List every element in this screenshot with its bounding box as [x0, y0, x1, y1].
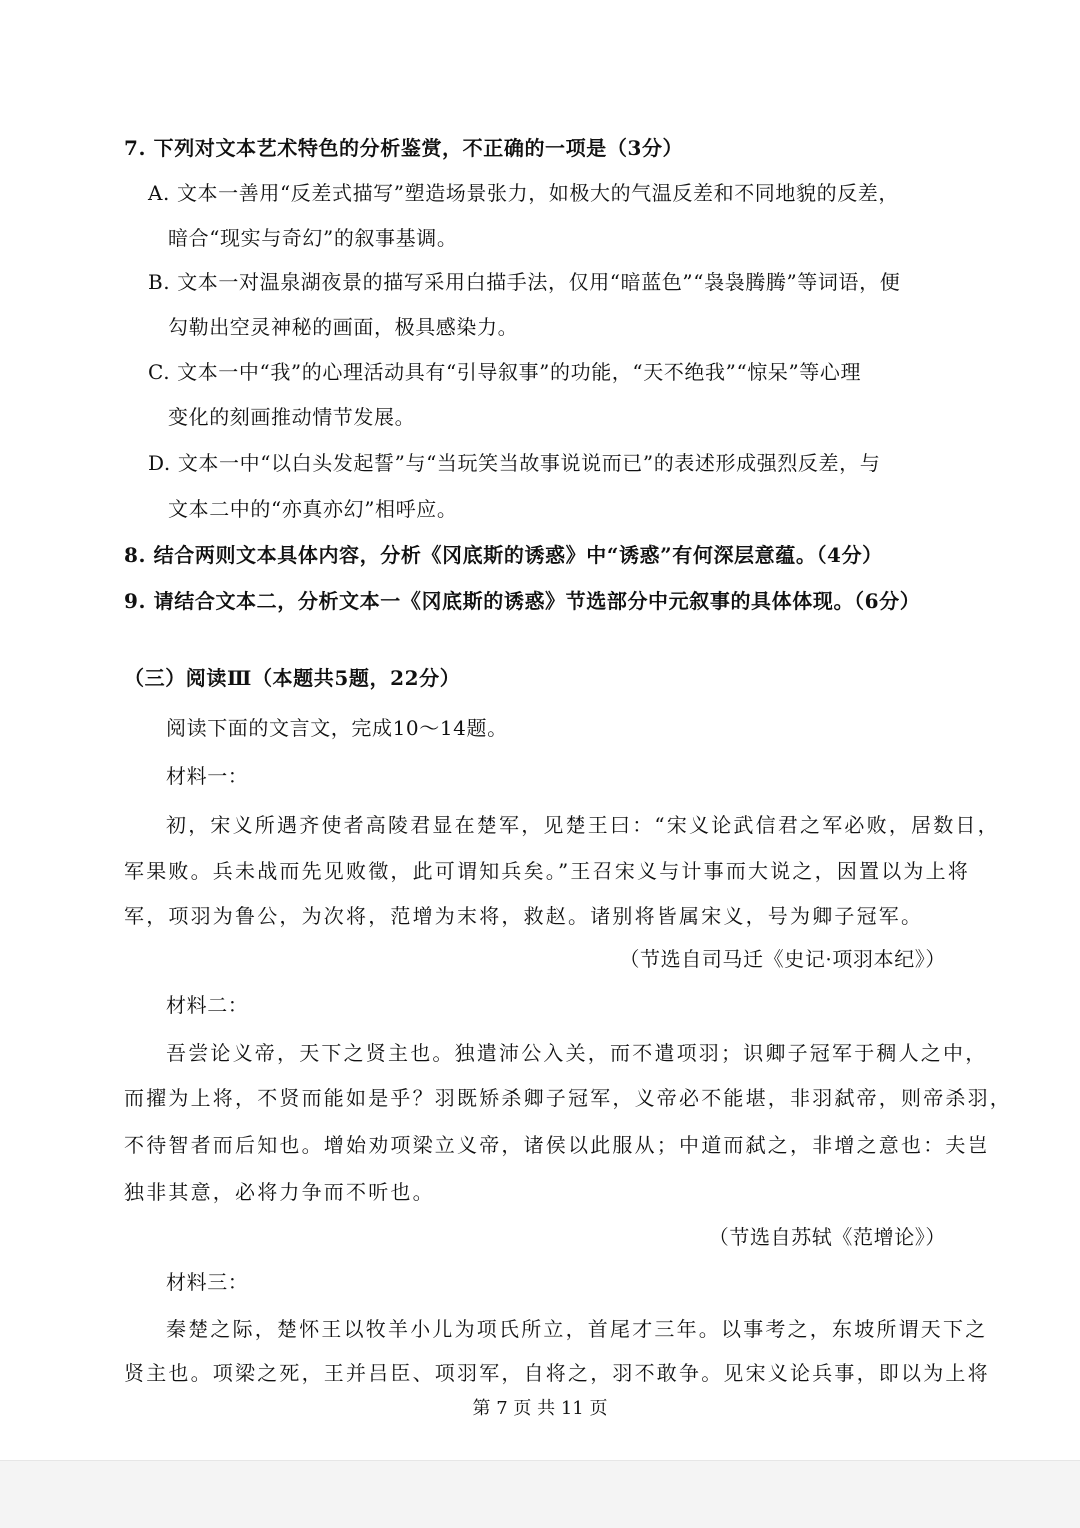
material-2-line: 独非其意，必将力争而不听也。 [124, 1180, 435, 1204]
material-1-line: 军，项羽为鲁公，为次将，范增为末将，救赵。诸别将皆属宋义，号为卿子冠军。 [124, 904, 924, 928]
section-instruction: 阅读下面的文言文，完成10～14题。 [166, 716, 508, 740]
material-2-line: 吾尝论义帝，天下之贤主也。独遣沛公入关，而不遣项羽；识卿子冠军于稠人之中， [166, 1041, 988, 1065]
option-d-line-2: 文本二中的“亦真亦幻”相呼应。 [168, 497, 458, 521]
material-1-source: （节选自司马迁《史记·项羽本纪》） [619, 947, 946, 971]
material-1-label: 材料一： [166, 764, 249, 788]
option-a-line-1: A. 文本一善用“反差式描写”塑造场景张力，如极大的气温反差和不同地貌的反差， [148, 181, 900, 205]
page-footer: 第 7 页 共 11 页 [472, 1398, 608, 1419]
option-d-line-1: D. 文本一中“以白头发起誓”与“当玩笑当故事说说而已”的表述形成强烈反差，与 [148, 451, 881, 475]
option-a-line-2: 暗合“现实与奇幻”的叙事基调。 [168, 226, 458, 250]
option-b-line-2: 勾勒出空灵神秘的画面，极具感染力。 [168, 315, 519, 339]
material-3-label: 材料三： [166, 1270, 249, 1294]
material-2-label: 材料二： [166, 993, 249, 1017]
material-3-line: 秦楚之际，楚怀王以牧羊小儿为项氏所立，首尾才三年。以事考之，东坡所谓天下之 [166, 1317, 988, 1341]
material-1-line: 初，宋义所遇齐使者高陵君显在楚军，见楚王曰：“宋义论武信君之军必败，居数日， [166, 813, 1000, 837]
question-8: 8. 结合两则文本具体内容，分析《冈底斯的诱惑》中“诱惑”有何深层意蕴。（4分） [124, 543, 883, 567]
material-2-line: 而擢为上将，不贤而能如是乎？羽既矫杀卿子冠军，义帝必不能堪，非羽弑帝，则帝杀羽， [124, 1086, 1012, 1110]
option-b-line-1: B. 文本一对温泉湖夜景的描写采用白描手法，仅用“暗蓝色”“袅袅腾腾”等词语，便 [148, 270, 901, 294]
option-c-line-2: 变化的刻画推动情节发展。 [168, 405, 416, 429]
section-heading: （三）阅读Ⅲ（本题共5题，22分） [124, 666, 461, 690]
material-3-line: 贤主也。项梁之死，王并吕臣、项羽军，自将之，羽不敢争。见宋义论兵事，即以为上将 [124, 1361, 990, 1385]
question-7-stem: 7. 下列对文本艺术特色的分析鉴赏，不正确的一项是（3分） [124, 136, 684, 160]
material-1-line: 军果败。兵未战而先见败徵，此可谓知兵矣。”王召宋义与计事而大说之，因置以为上将 [124, 859, 971, 883]
question-9: 9. 请结合文本二，分析文本一《冈底斯的诱惑》节选部分中元叙事的具体体现。（6分） [124, 589, 921, 613]
material-2-source: （节选自苏轼《范增论》） [708, 1225, 946, 1249]
material-2-line: 不待智者而后知也。增始劝项梁立义帝，诸侯以此服从；中道而弑之，非增之意也：夫岂 [124, 1133, 990, 1157]
scan-bottom-margin [0, 1460, 1080, 1528]
option-c-line-1: C. 文本一中“我”的心理活动具有“引导叙事”的功能，“天不绝我”“惊呆”等心理 [148, 360, 862, 384]
